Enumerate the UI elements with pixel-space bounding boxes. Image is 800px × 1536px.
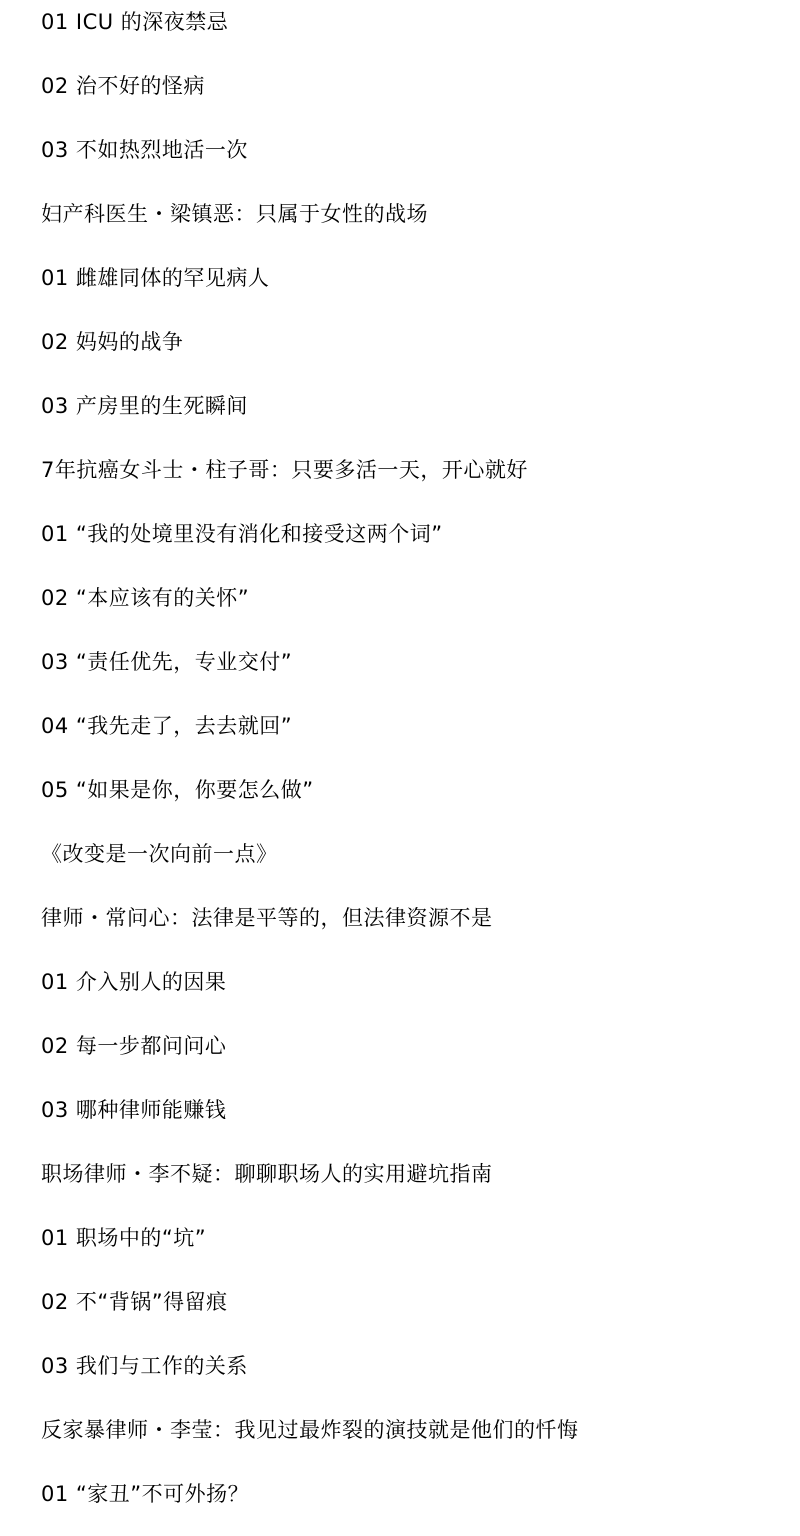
toc-line-workplace-pits: 01 职场中的“坑”: [41, 1226, 207, 1250]
toc-line-others-karma: 01 介入别人的因果: [41, 970, 227, 994]
toc-line-rare-patient: 01 雌雄同体的罕见病人: [41, 266, 270, 290]
toc-line-ask-heart: 02 每一步都问问心: [41, 1034, 227, 1058]
toc-line-delivery-room: 03 产房里的生死瞬间: [41, 394, 248, 418]
toc-line-icu-taboo: 01 ICU 的深夜禁忌: [41, 10, 229, 34]
toc-line-no-digest-accept: 01 “我的处境里没有消化和接受这两个词”: [41, 522, 443, 546]
toc-section-gynecologist: 妇产科医生・梁镇恶：只属于女性的战场: [41, 202, 428, 226]
toc-line-mothers-war: 02 妈妈的战争: [41, 330, 184, 354]
toc-section-cancer-fighter: 7年抗癌女斗士・柱子哥：只要多活一天，开心就好: [41, 458, 528, 482]
toc-line-incurable-disease: 02 治不好的怪病: [41, 74, 205, 98]
toc-line-live-passionately: 03 不如热烈地活一次: [41, 138, 248, 162]
toc-line-work-relationship: 03 我们与工作的关系: [41, 1354, 248, 1378]
toc-line-keep-records: 02 不“背锅”得留痕: [41, 1290, 228, 1314]
toc-section-lawyer-li-buyi: 职场律师・李不疑：聊聊职场人的实用避坑指南: [41, 1162, 493, 1186]
toc-line-be-right-back: 04 “我先走了，去去就回”: [41, 714, 293, 738]
toc-section-lawyer-li-ying: 反家暴律师・李莹：我见过最炸裂的演技就是他们的忏悔: [41, 1418, 579, 1442]
table-of-contents: [41, 0, 781, 1536]
toc-line-family-shame: 01 “家丑”不可外扬？: [41, 1482, 250, 1506]
toc-line-due-care: 02 “本应该有的关怀”: [41, 586, 250, 610]
toc-part-title: 《改变是一次向前一点》: [41, 842, 278, 866]
toc-line-responsibility-first: 03 “责任优先，专业交付”: [41, 650, 293, 674]
toc-line-what-would-you-do: 05 “如果是你，你要怎么做”: [41, 778, 314, 802]
toc-section-lawyer-chang: 律师・常问心：法律是平等的，但法律资源不是: [41, 906, 493, 930]
toc-line-which-lawyer-earns: 03 哪种律师能赚钱: [41, 1098, 227, 1122]
